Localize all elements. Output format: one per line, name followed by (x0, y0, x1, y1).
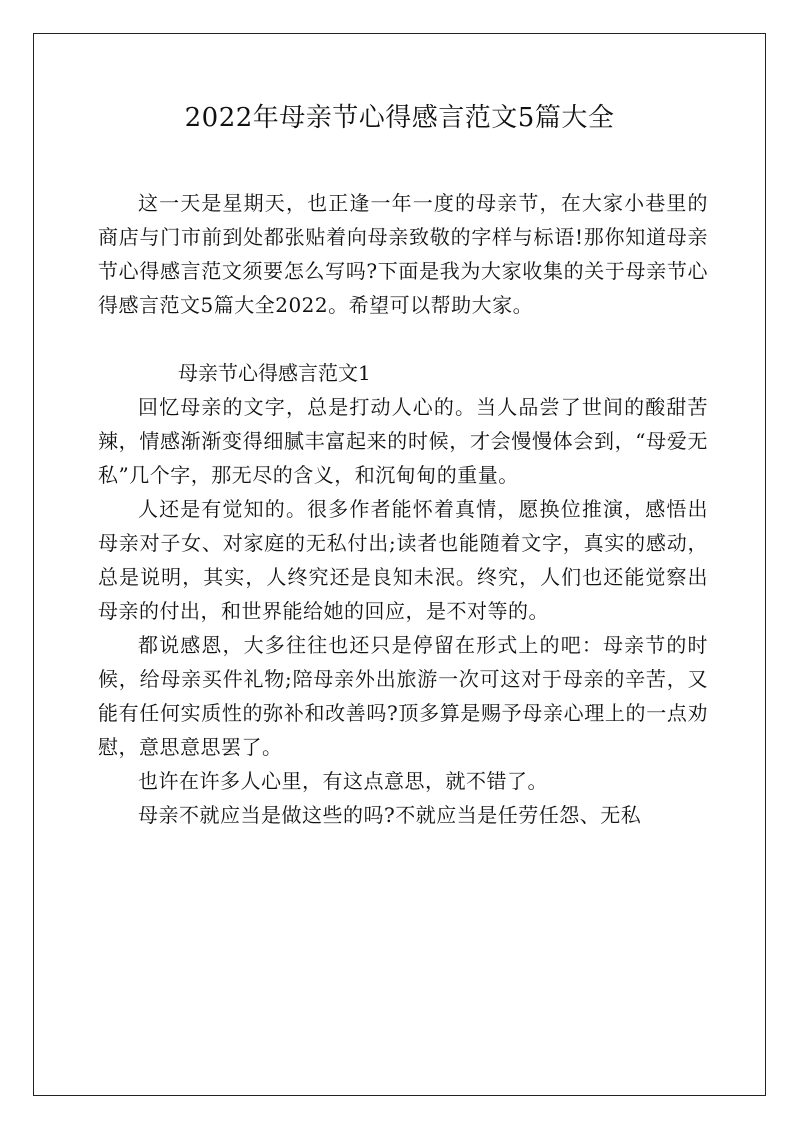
body-paragraph-5: 母亲不就应当是做这些的吗?不就应当是任劳任怨、无私 (138, 803, 642, 827)
document-body (98, 186, 708, 832)
document-title: 2022年母亲节心得感言范文5篇大全 (184, 103, 615, 133)
intro-paragraph: 这一天是星期天，也正逢一年一度的母亲节，在大家小巷里的商店与门市前到处都张贴着向母亲致敬的字样与标语!那你知道母亲节心得感言范文须要怎么写吗?下面是我为大家收集的关于母亲节心得感言范文5篇大全2022。希望可以帮助大家。 (98, 191, 708, 317)
body-paragraph-4: 也许在许多人心里，有这点意思，就不错了。 (138, 769, 548, 793)
body-paragraph-3: 都说感恩，大多往往也还只是停留在形式上的吧：母亲节的时候，给母亲买件礼物;陪母亲外出旅游一次可这对于母亲的辛苦，又能有任何实质性的弥补和改善吗?顶多算是赐予母亲心理上的一点劝慰，意思意思罢了。 (98, 633, 708, 759)
body-paragraph-2: 人还是有觉知的。很多作者能怀着真情，愿换位推演，感悟出母亲对子女、对家庭的无私付出;读者也能随着文字，真实的感动，总是说明，其实，人终究还是良知未泯。终究，人们也还能觉察出母亲的付出，和世界能给她的回应，是不对等的。 (98, 497, 708, 623)
section-heading: 母亲节心得感言范文1 (178, 361, 371, 385)
body-paragraph-1: 回忆母亲的文字，总是打动人心的。当人品尝了世间的酸甜苦辣，情感渐渐变得细腻丰富起来的时候，才会慢慢体会到，“母爱无私”几个字，那无尽的含义，和沉甸甸的重量。 (98, 395, 708, 487)
